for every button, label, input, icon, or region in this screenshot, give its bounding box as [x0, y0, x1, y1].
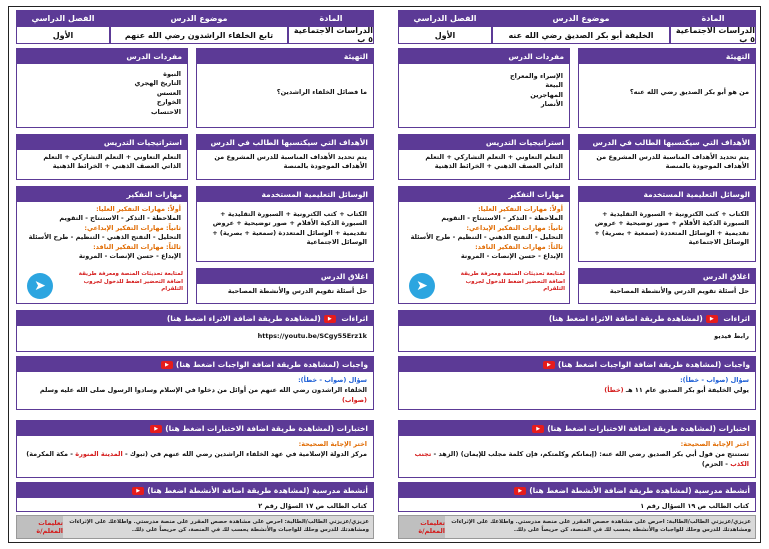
vocab-list [399, 64, 569, 113]
tests-header [17, 421, 373, 436]
aids-text: الكتاب + كتب الكترونية + السبورة التقليدية + السبورة الذكية الأقلام + صور توضيحية + عروض تقديمية + الوسائل المتعددة (سمعية + بصرية) + الوسائل الاجتماعية [212, 210, 367, 247]
intro-title: التهيئة [197, 49, 373, 64]
thinking-list [399, 202, 569, 265]
youtube-icon[interactable]: ▶ [532, 425, 544, 433]
lesson-sheet-1 [398, 10, 756, 540]
homework-title: واجبات [723, 360, 750, 369]
tests-howto-link[interactable]: (لمشاهدة طريقة اضافة الاختبارات اضغط هنا) [165, 424, 335, 433]
enrich-section [16, 310, 374, 352]
thinking-box [16, 186, 188, 304]
homework-question: يولي الخليفة أبو بكر الصديق عام ١١ هـ [625, 385, 749, 394]
thinking-line: التحليل - التفتح الذهني - التنظيم - طرح الأسئلة [28, 233, 181, 242]
strategies-text: التعلم التعاوني + التعلم التشاركي + التعلم الذاتي العصف الذهني + الخرائط الذهنية [425, 153, 563, 171]
homework-body [17, 372, 373, 409]
term-value: الأول [398, 26, 492, 44]
teacher-instructions [398, 515, 756, 539]
tests-question: تستنتج من قول أبي بكر الصديق رضي الله عنه: (إيمانكم وكلمتكم، فإن كلمة مجلب للإيمان) (الزهد - [431, 449, 749, 458]
homework-answer: (صواب) [341, 395, 367, 404]
vocab-item: التاريخ الهجري [134, 79, 181, 88]
enrich-title: اثراءات [723, 314, 750, 323]
objectives-text: يتم تحديد الأهداف المناسبة للدرس المشروع من الأهداف الموجودة بالمنصة [596, 153, 749, 171]
footer-text: عزيزي/عزيزتي الطالب/الطالبة: احرص على مشاهدة حصص المقرر على منصة مدرستي. واطلاعك على الإثراءات ومشاهدتك للدرس وحلك للواجبات والأنشطة يحسب لك في المنصة، كن حريصاً على ذلك. [69, 519, 369, 534]
subject-value: الدراسات الاجتماعية ٥ ب [288, 26, 374, 44]
vocab-title: مفردات الدرس [17, 49, 187, 64]
homework-heading: سؤال (صواب - خطأ): [298, 376, 367, 384]
aids-box [196, 186, 374, 262]
topic-value: الخليفة أبو بكر الصديق رضي الله عنه [492, 26, 670, 44]
objectives-title: الأهداف التي سيكتسبها الطالب في الدرس [197, 135, 373, 150]
activities-section [398, 482, 756, 512]
closing-text: حل أسئلة تقويم الدرس والأنشطة المصاحبة [609, 287, 749, 295]
vocab-item: الخوارج [156, 98, 181, 107]
homework-title: واجبات [341, 360, 368, 369]
tests-title: اختبارات [336, 424, 368, 433]
term-label: الفصل الدراسي [16, 10, 110, 26]
strategies-title: استراتيجيات التدريس [399, 135, 569, 150]
intro-box [196, 48, 374, 128]
objectives-box [196, 134, 374, 180]
term-value: الأول [16, 26, 110, 44]
activities-header [17, 483, 373, 498]
document-frame [8, 6, 761, 543]
youtube-icon[interactable]: ▶ [543, 361, 555, 369]
tests-section [16, 420, 374, 478]
enrich-text[interactable]: https://youtu.be/SCgy55Erz1k [257, 332, 367, 340]
aids-title: الوسائل التعليمية المستخدمة [197, 187, 373, 202]
tests-heading: اختر الإجابة الصحيحة: [680, 440, 749, 448]
telegram-icon[interactable]: ➤ [27, 273, 53, 299]
activities-text: كتاب الطالب ص ١٧ السؤال رقم ٢ [258, 502, 367, 510]
homework-heading: سؤال (صواب - خطأ): [680, 376, 749, 384]
vocab-box [16, 48, 188, 128]
enrich-header [399, 311, 755, 326]
tests-question-end: - مكة المكرمة) [26, 449, 76, 458]
homework-answer: (خطأ) [604, 385, 624, 394]
homework-section [398, 356, 756, 410]
tests-answer: تجنب الكذب [414, 449, 749, 468]
thinking-box [398, 186, 570, 304]
enrich-header [17, 311, 373, 326]
strategies-text: التعلم التعاوني + التعلم التشاركي + التعلم الذاتي العصف الذهني + الخرائط الذهنية [43, 153, 181, 171]
tests-question: مركز الدولة الإسلامية في عهد الخلفاء الراشدين رضي الله عنهم في (تبوك - [122, 449, 367, 458]
tests-heading: اختر الإجابة الصحيحة: [298, 440, 367, 448]
topic-value: تابع الخلفاء الراشدون رضي الله عنهم [110, 26, 288, 44]
tests-howto-link[interactable]: (لمشاهدة طريقة اضافة الاختبارات اضغط هنا) [547, 424, 717, 433]
youtube-icon[interactable]: ▶ [150, 425, 162, 433]
thinking-line: الملاحظة - التذكر - الاستنتاج - التقويم [441, 214, 563, 223]
homework-howto-link[interactable]: (لمشاهدة طريقة اضافة الواجبات اضغط هنا) [175, 360, 340, 369]
vocab-item: الإسراء والمعراج [509, 72, 563, 80]
intro-text: ما فضائل الخلفاء الراشدين؟ [276, 88, 367, 96]
homework-howto-link[interactable]: (لمشاهدة طريقة اضافة الواجبات اضغط هنا) [557, 360, 722, 369]
thinking-title: مهارات التفكير [17, 187, 187, 202]
tests-body [17, 436, 373, 464]
thinking-line: ثانياً: مهارات التفكير الإبداعي: [466, 223, 563, 232]
activities-howto-link[interactable]: (لمشاهدة طريقة اضافة الأنشطة اضغط هنا) [529, 486, 692, 495]
homework-header [399, 357, 755, 372]
tests-title: اختبارات [718, 424, 750, 433]
closing-title: اغلاق الدرس [197, 269, 373, 284]
tests-question-end: - الحزم) [701, 459, 731, 468]
thinking-line: ثانياً: مهارات التفكير الإبداعي: [84, 223, 181, 232]
vocab-item: النبوة [163, 70, 181, 78]
intro-box [578, 48, 756, 128]
thinking-line: أولاً: مهارات التفكير العليا: [96, 205, 181, 213]
objectives-text: يتم تحديد الأهداف المناسبة للدرس المشروع من الأهداف الموجودة بالمنصة [214, 153, 367, 171]
enrich-howto-link[interactable]: (لمشاهدة طريقة اضافة الاثراء اضغط هنا) [548, 314, 703, 323]
tests-answer: المدينة المنورة [75, 449, 123, 458]
activities-header [399, 483, 755, 498]
enrich-section [398, 310, 756, 352]
homework-header [17, 357, 373, 372]
vocab-box [398, 48, 570, 128]
youtube-icon[interactable]: ▶ [514, 487, 526, 495]
telegram-note[interactable]: لمتابعة تحديثات المنصة ومعرفة طريقة اضافة التحضير اضغط للدخول لجروب التلقرام [460, 271, 565, 293]
strategies-box [398, 134, 570, 180]
enrich-text[interactable]: رابط فيديو [714, 332, 749, 340]
tests-header [399, 421, 755, 436]
teacher-instructions [16, 515, 374, 539]
telegram-icon[interactable]: ➤ [409, 273, 435, 299]
youtube-icon[interactable]: ▶ [161, 361, 173, 369]
vocab-item: الأنصار [540, 100, 563, 109]
lesson-header [16, 10, 374, 44]
lesson-header [398, 10, 756, 44]
activities-title: أنشطة مدرسية [312, 486, 368, 495]
thinking-line: الملاحظة - التذكر - الاستنتاج - التقويم [59, 214, 181, 223]
topic-label: موضوع الدرس [110, 10, 288, 26]
closing-text: حل أسئلة تقويم الدرس والأنشطة المصاحبة [227, 287, 367, 295]
enrich-howto-link[interactable]: (لمشاهدة طريقة اضافة الاثراء اضغط هنا) [166, 314, 321, 323]
subject-value: الدراسات الاجتماعية ٥ ب [670, 26, 756, 44]
telegram-note[interactable]: لمتابعة تحديثات المنصة ومعرفة طريقة اضافة التحضير اضغط للدخول لجروب التلقرام [78, 271, 183, 293]
thinking-line: الإبداع - حسن الإنصات - المرونة [78, 252, 181, 261]
objectives-title: الأهداف التي سيكتسبها الطالب في الدرس [579, 135, 755, 150]
closing-box [578, 268, 756, 304]
vocab-title: مفردات الدرس [399, 49, 569, 64]
youtube-icon[interactable]: ▶ [706, 315, 718, 323]
strategies-box [16, 134, 188, 180]
topic-label: موضوع الدرس [492, 10, 670, 26]
homework-section [16, 356, 374, 410]
footer-label: تعليمات المعلم/ة [399, 516, 445, 538]
vocab-item: البيعة [545, 81, 563, 90]
thinking-line: الإبداع - حسن الإنصات - المرونة [460, 252, 563, 261]
activities-text: كتاب الطالب ص ١٩ السؤال رقم ١ [640, 502, 749, 510]
subject-label: المادة [670, 10, 756, 26]
closing-title: اغلاق الدرس [579, 269, 755, 284]
thinking-line: ثالثاً: مهارات التفكير الناقد: [475, 242, 563, 251]
homework-question: الخلفاء الراشدون رضي الله عنهم من أوائل من دخلوا في الإسلام وسادوا الرسول صلى الله عليه وسلم [39, 385, 367, 394]
aids-box [578, 186, 756, 262]
thinking-line: أولاً: مهارات التفكير العليا: [478, 205, 563, 213]
thinking-title: مهارات التفكير [399, 187, 569, 202]
closing-box [196, 268, 374, 304]
vocab-item: العسس [156, 88, 181, 97]
footer-label: تعليمات المعلم/ة [17, 516, 63, 538]
term-label: الفصل الدراسي [398, 10, 492, 26]
thinking-line: التحليل - التفتح الذهني - التنظيم - طرح الأسئلة [410, 233, 563, 242]
vocab-item: الاحتساب [151, 107, 181, 116]
thinking-list [17, 202, 187, 265]
objectives-box [578, 134, 756, 180]
activities-title: أنشطة مدرسية [694, 486, 750, 495]
intro-text: من هو أبو بكر الصديق رضي الله عنه؟ [629, 88, 749, 96]
thinking-line: ثالثاً: مهارات التفكير الناقد: [93, 242, 181, 251]
tests-section [398, 420, 756, 478]
homework-body [399, 372, 755, 400]
subject-label: المادة [288, 10, 374, 26]
strategies-title: استراتيجيات التدريس [17, 135, 187, 150]
youtube-icon[interactable]: ▶ [132, 487, 144, 495]
activities-section [16, 482, 374, 512]
aids-text: الكتاب + كتب الكترونية + السبورة التقليدية + السبورة الذكية الأقلام + صور توضيحية + عروض تقديمية + الوسائل المتعددة (سمعية + بصرية) + الوسائل الاجتماعية [594, 210, 749, 247]
vocab-list [17, 64, 187, 120]
activities-howto-link[interactable]: (لمشاهدة طريقة اضافة الأنشطة اضغط هنا) [147, 486, 310, 495]
aids-title: الوسائل التعليمية المستخدمة [579, 187, 755, 202]
vocab-item: المهاجرين [530, 90, 563, 99]
footer-text: عزيزي/عزيزتي الطالب/الطالبة: احرص على مشاهدة حصص المقرر على منصة مدرستي. واطلاعك على الإثراءات ومشاهدتك للدرس وحلك للواجبات والأنشطة يحسب لك في المنصة، كن حريصاً على ذلك. [451, 519, 751, 534]
enrich-title: اثراءات [341, 314, 368, 323]
tests-body [399, 436, 755, 473]
lesson-sheet-2 [16, 10, 374, 540]
intro-title: التهيئة [579, 49, 755, 64]
youtube-icon[interactable]: ▶ [324, 315, 336, 323]
